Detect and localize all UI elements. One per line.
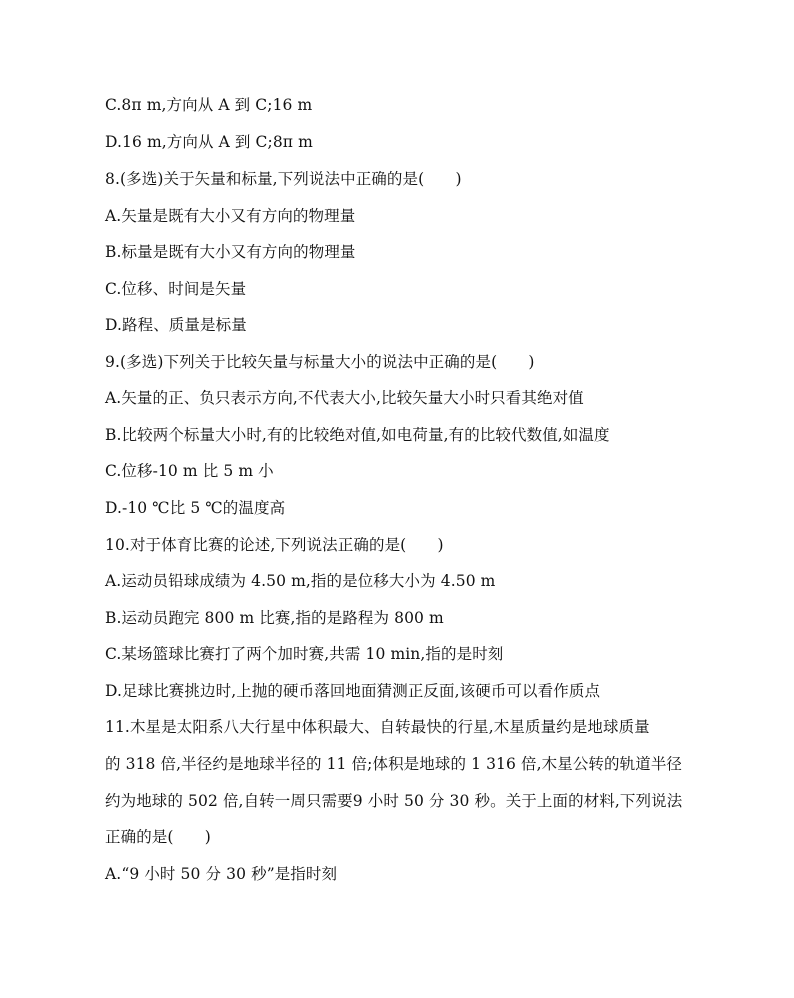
question-8: 8.(多选)关于矢量和标量,下列说法中正确的是( ) [105,170,462,188]
option-8d: D.路程、质量是标量 [105,316,247,334]
option-10b: B.运动员跑完 800 m 比赛,指的是路程为 800 m [105,609,444,627]
option-10d: D.足球比赛挑边时,上抛的硬币落回地面猜测正反面,该硬币可以看作质点 [105,682,601,700]
question-9: 9.(多选)下列关于比较矢量与标量大小的说法中正确的是( ) [105,353,535,371]
question-11-line-1: 11.木星是太阳系八大行星中体积最大、自转最快的行星,木星质量约是地球质量 [105,718,650,736]
option-9d: D.-10 ℃比 5 ℃的温度高 [105,499,286,517]
question-11-line-2: 的 318 倍,半径约是地球半径的 11 倍;体积是地球的 1 316 倍,木星公转的轨道半径 [105,755,683,773]
option-9b: B.比较两个标量大小时,有的比较绝对值,如电荷量,有的比较代数值,如温度 [105,426,610,444]
option-7d: D.16 m,方向从 A 到 C;8π m [105,133,313,151]
option-10a: A.运动员铅球成绩为 4.50 m,指的是位移大小为 4.50 m [105,572,496,590]
option-8c: C.位移、时间是矢量 [105,280,247,298]
option-8a: A.矢量是既有大小又有方向的物理量 [105,207,356,225]
option-10c: C.某场篮球比赛打了两个加时赛,共需 10 min,指的是时刻 [105,645,504,663]
question-11-line-4: 正确的是( ) [105,828,211,846]
option-9a: A.矢量的正、负只表示方向,不代表大小,比较矢量大小时只看其绝对值 [105,389,584,407]
option-11a: A.“9 小时 50 分 30 秒”是指时刻 [105,865,338,883]
question-10: 10.对于体育比赛的论述,下列说法正确的是( ) [105,536,444,554]
question-11-line-3: 约为地球的 502 倍,自转一周只需要9 小时 50 分 30 秒。关于上面的材料,下列说法 [105,792,683,810]
option-8b: B.标量是既有大小又有方向的物理量 [105,243,356,261]
option-9c: C.位移-10 m 比 5 m 小 [105,462,274,480]
option-7c: C.8π m,方向从 A 到 C;16 m [105,96,313,114]
